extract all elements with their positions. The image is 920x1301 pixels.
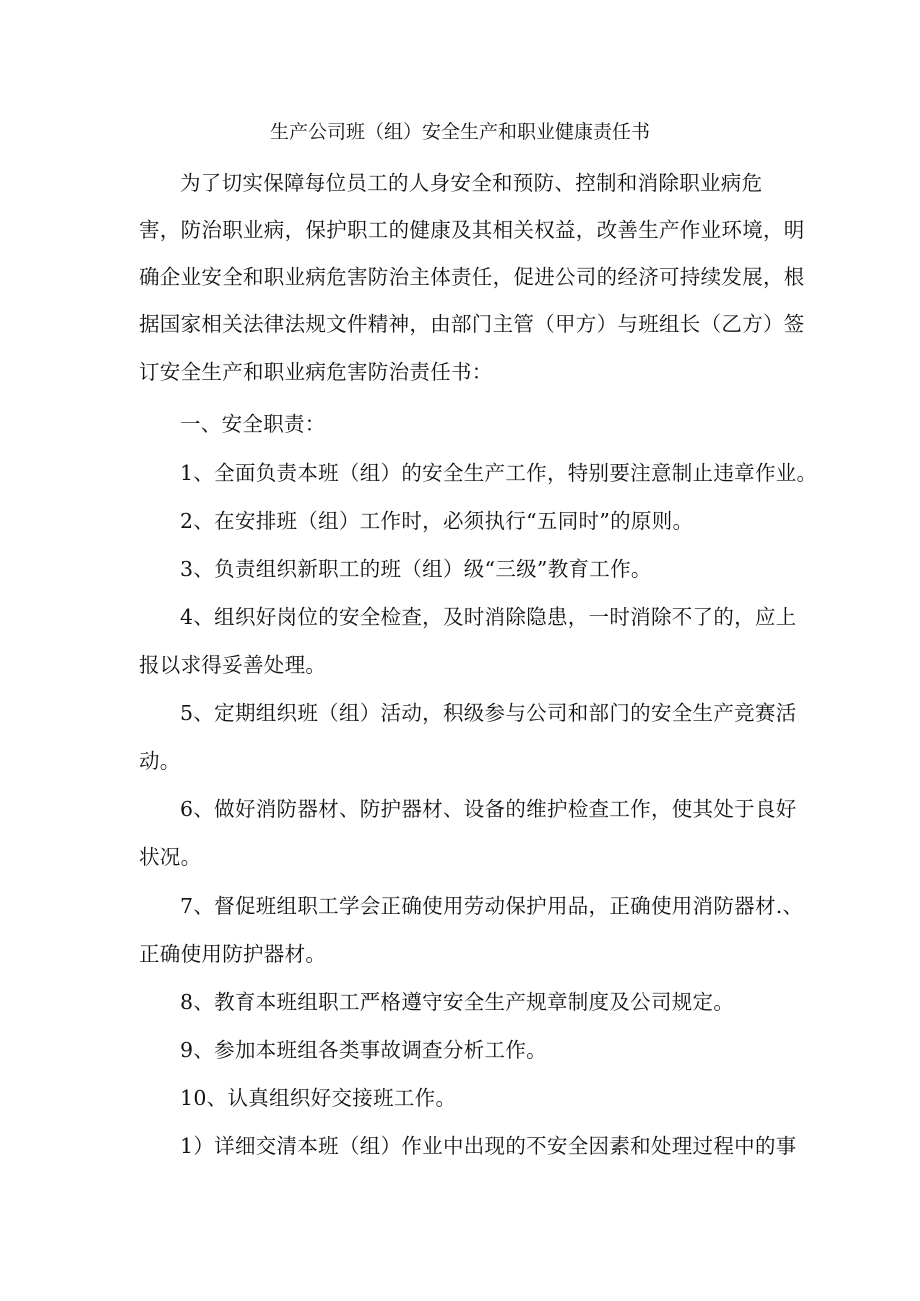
item-6: 6、做好消防器材、防护器材、设备的维护检查工作，使其处于良好 — [180, 797, 797, 821]
intro-line-5: 订安全生产和职业病危害防治责任书： — [139, 360, 493, 384]
intro-line-2: 害，防治职业病，保护职工的健康及其相关权益，改善生产作业环境，明 — [139, 218, 805, 242]
item-4-cont: 报以求得妥善处理。 — [139, 653, 327, 677]
item-8: 8、教育本班组职工严格遵守安全生产规章制度及公司规定。 — [180, 990, 735, 1014]
item-7: 7、督促班组职工学会正确使用劳动保护用品，正确使用消防器材.、 — [180, 894, 804, 918]
section-heading: 一、安全职责： — [180, 412, 326, 436]
item-10: 10、认真组织好交接班工作。 — [180, 1086, 457, 1110]
item-5-cont: 动。 — [139, 749, 181, 773]
item-10-sub-1: 1）详细交清本班（组）作业中出现的不安全因素和处理过程中的事 — [180, 1134, 797, 1158]
document-title: 生产公司班（组）安全生产和职业健康责任书 — [269, 121, 650, 143]
item-3: 3、负责组织新职工的班（组）级“三级”教育工作。 — [180, 557, 652, 581]
intro-line-1: 为了切实保障每位员工的人身安全和预防、控制和消除职业病危 — [180, 171, 763, 195]
item-2: 2、在安排班（组）工作时，必须执行“五同时”的原则。 — [180, 509, 694, 533]
item-4: 4、组织好岗位的安全检查，及时消除隐患，一时消除不了的，应上 — [180, 605, 797, 629]
item-5: 5、定期组织班（组）活动，积级参与公司和部门的安全生产竞赛活 — [180, 701, 797, 725]
item-1: 1、全面负责本班（组）的安全生产工作，特别要注意制止违章作业。 — [180, 461, 818, 485]
intro-line-4: 据国家相关法律法规文件精神，由部门主管（甲方）与班组长（乙方）签 — [139, 312, 805, 336]
intro-line-3: 确企业安全和职业病危害防治主体责任，促进公司的经济可持续发展，根 — [139, 265, 805, 289]
item-6-cont: 状况。 — [139, 845, 202, 869]
item-7-cont: 正确使用防护器材。 — [139, 942, 327, 966]
item-9: 9、参加本班组各类事故调查分析工作。 — [180, 1038, 547, 1062]
